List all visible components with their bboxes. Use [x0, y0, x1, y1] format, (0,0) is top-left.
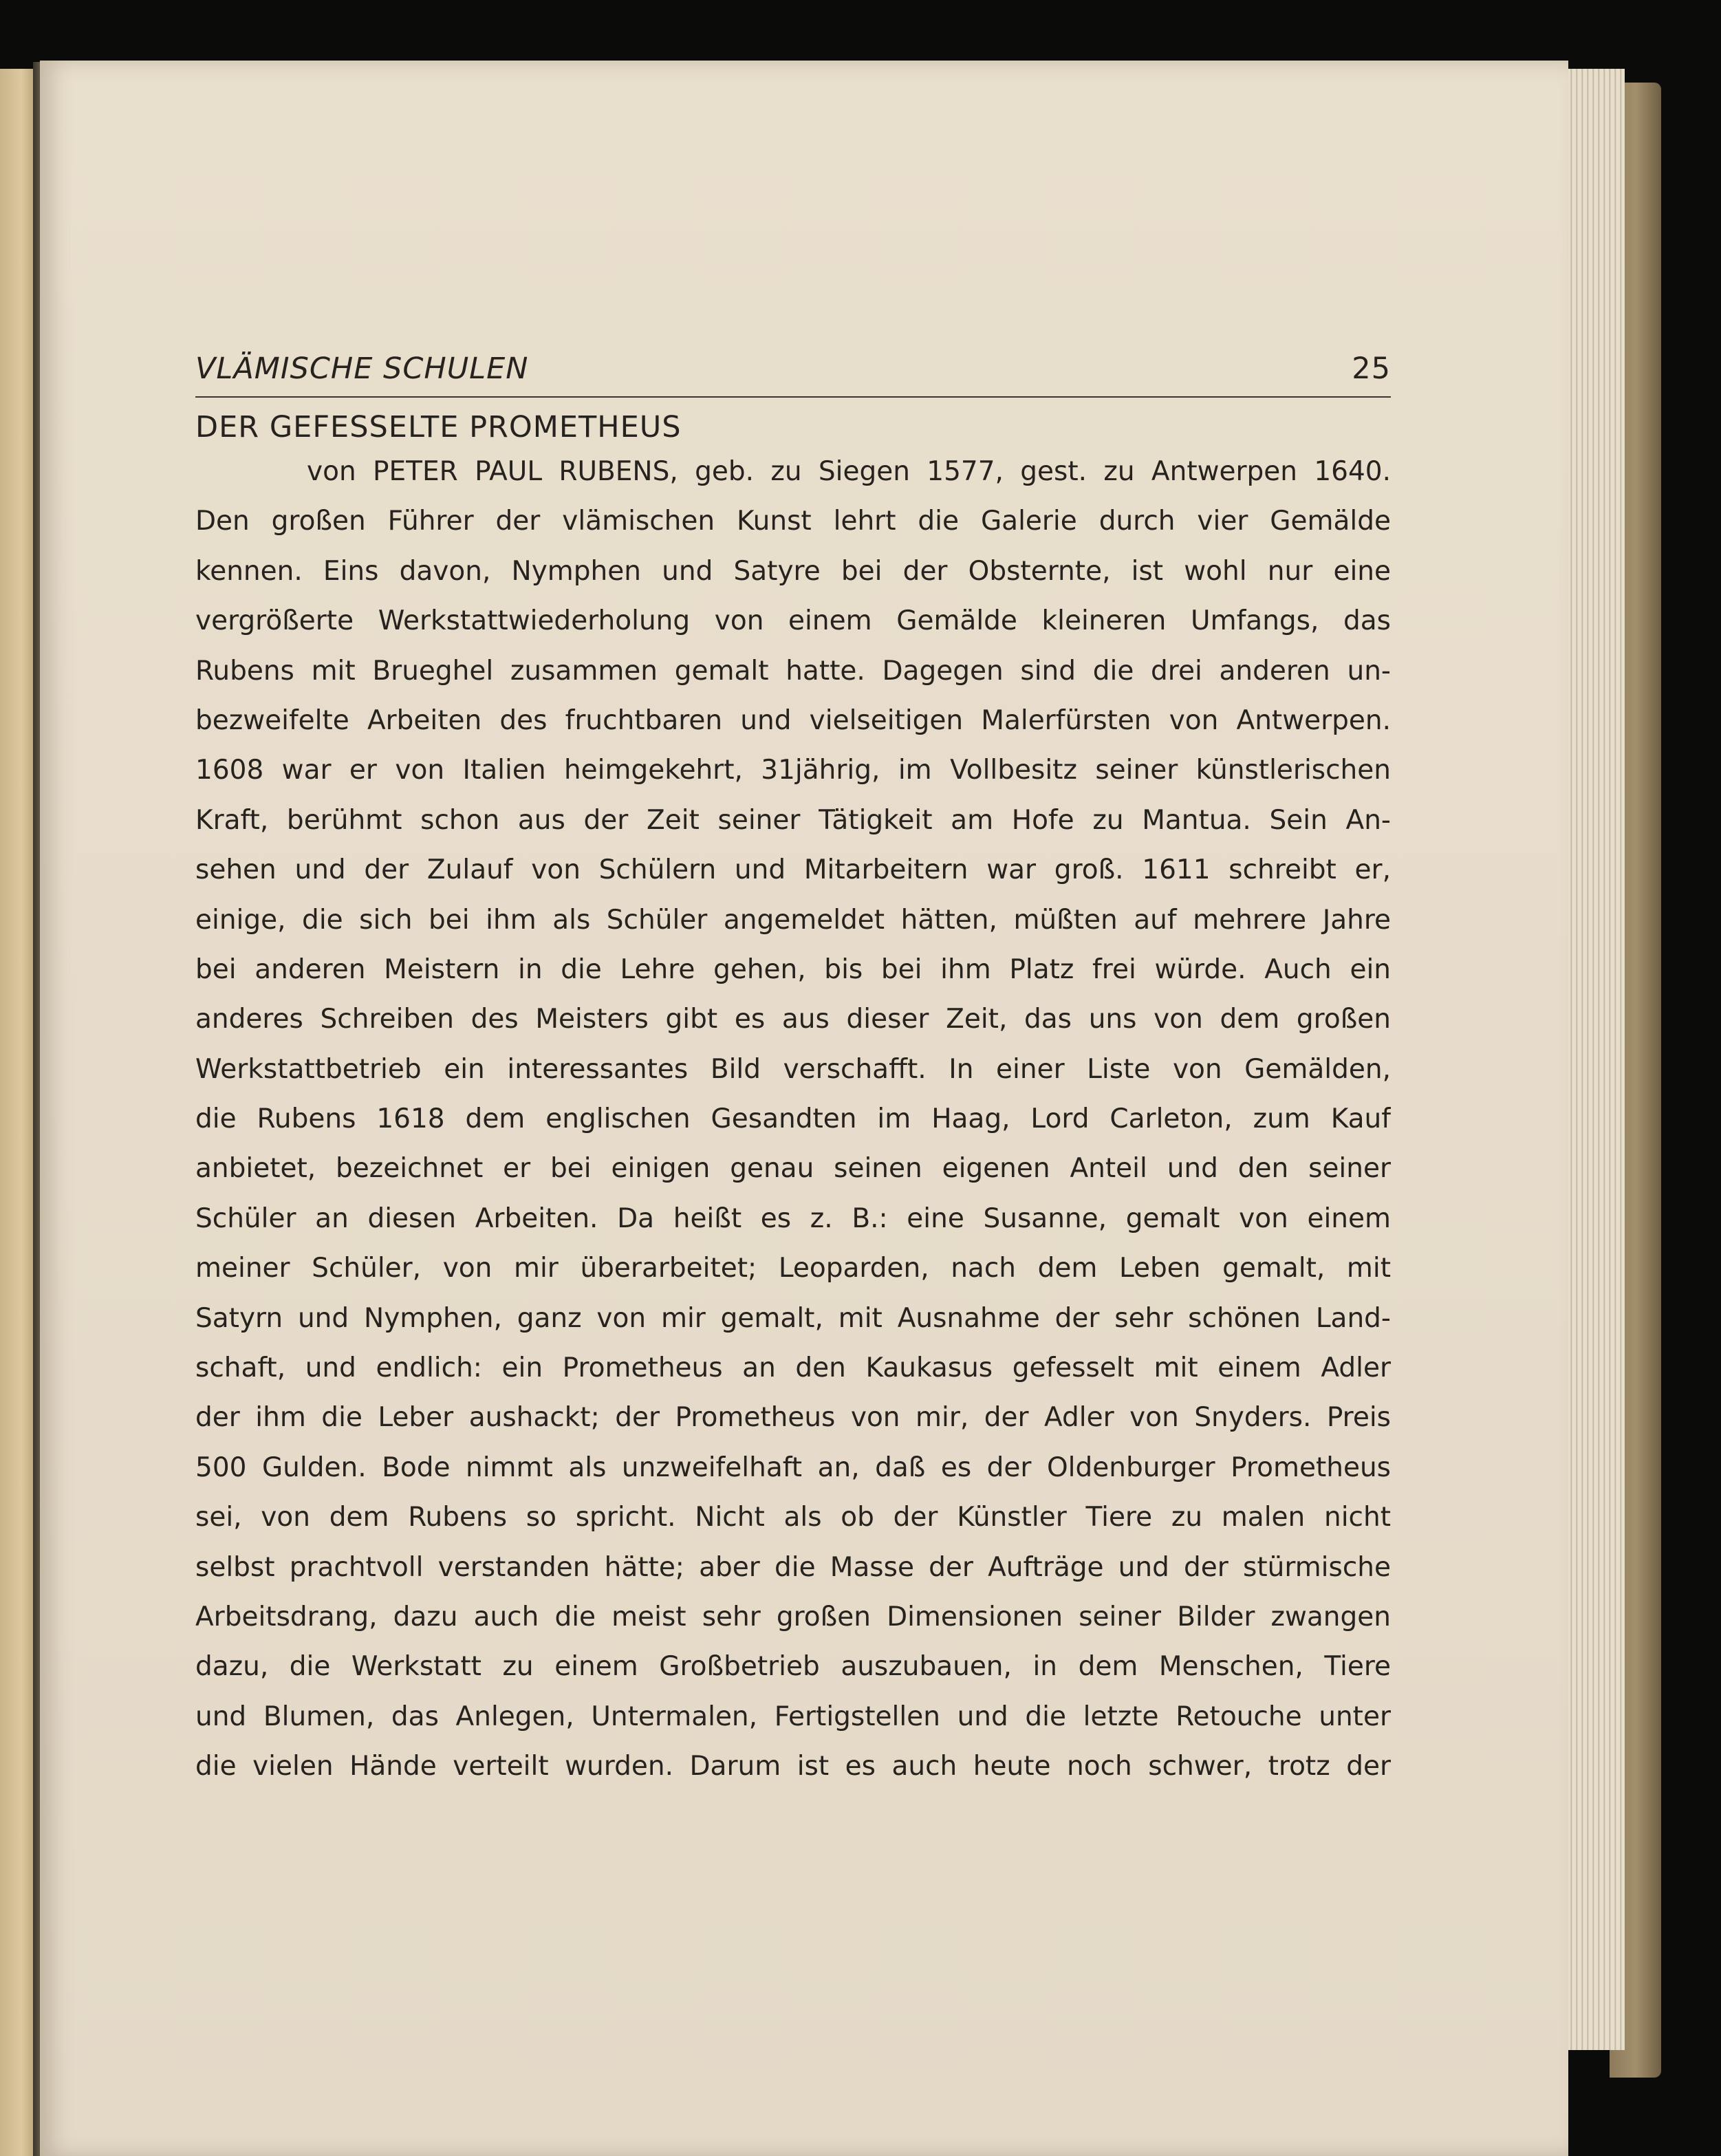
text-line: Kraft, berühmt schon aus der Zeit seiner Tätigkeit am Hofe zu Mantua. Sein An-: [195, 804, 1391, 836]
text-line: von PETER PAUL RUBENS, geb. zu Siegen 1577, gest. zu Antwerpen 1640.: [307, 456, 1391, 487]
article-title: DER GEFESSELTE PROMETHEUS: [195, 410, 682, 444]
book-page: [40, 61, 1568, 2156]
text-line: einige, die sich bei ihm als Schüler angemeldet hätten, müßten auf mehrere Jahre: [195, 904, 1391, 936]
text-line: Werkstattbetrieb ein interessantes Bild verschafft. In einer Liste von Gemälden,: [195, 1053, 1391, 1085]
text-line: und Blumen, das Anlegen, Untermalen, Fertigstellen und die letzte Retouche unter: [195, 1701, 1391, 1732]
text-line: sehen und der Zulauf von Schülern und Mitarbeitern war groß. 1611 schreibt er,: [195, 854, 1391, 886]
body-text: [195, 447, 1391, 1792]
text-line: die Rubens 1618 dem englischen Gesandten im Haag, Lord Carleton, zum Kauf: [195, 1103, 1391, 1135]
text-line: 500 Gulden. Bode nimmt als unzweifelhaft an, daß es der Oldenburger Prometheus: [195, 1452, 1391, 1483]
text-line: Arbeitsdrang, dazu auch die meist sehr großen Dimensionen seiner Bilder zwangen: [195, 1601, 1391, 1632]
page-number: 25: [1352, 352, 1391, 386]
text-line: dazu, die Werkstatt zu einem Großbetrieb auszubauen, in dem Menschen, Tiere: [195, 1651, 1391, 1683]
text-line: Den großen Führer der vlämischen Kunst lehrt die Galerie durch vier Gemälde: [195, 506, 1391, 537]
text-line: Rubens mit Brueghel zusammen gemalt hatte. Dagegen sind die drei anderen un-: [195, 655, 1391, 687]
text-line: anbietet, bezeichnet er bei einigen genau seinen eigenen Anteil und den seiner: [195, 1153, 1391, 1185]
text-line: bezweifelte Arbeiten des fruchtbaren und vielseitigen Malerfürsten von Antwerpen.: [195, 704, 1391, 736]
facing-page-edge: [0, 69, 36, 2156]
text-line: schaft, und endlich: ein Prometheus an den Kaukasus gefesselt mit einem Adler: [195, 1352, 1391, 1384]
text-line: anderes Schreiben des Meisters gibt es aus dieser Zeit, das uns von dem großen: [195, 1004, 1391, 1035]
text-line: kennen. Eins davon, Nymphen und Satyre bei der Obsternte, ist wohl nur eine: [195, 555, 1391, 587]
text-line: 1608 war er von Italien heimgekehrt, 31jährig, im Vollbesitz seiner künstlerischen: [195, 755, 1391, 786]
text-line: die vielen Hände verteilt wurden. Darum ist es auch heute noch schwer, trotz der: [195, 1751, 1391, 1782]
text-block: [195, 341, 1391, 1792]
running-head-title: VLÄMISCHE SCHULEN: [195, 352, 529, 386]
text-line: bei anderen Meistern in die Lehre gehen, bis bei ihm Platz frei würde. Auch ein: [195, 953, 1391, 985]
text-line: meiner Schüler, von mir überarbeitet; Leoparden, nach dem Leben gemalt, mit: [195, 1253, 1391, 1284]
text-line: vergrößerte Werkstattwiederholung von einem Gemälde kleineren Umfangs, das: [195, 605, 1391, 637]
text-line: Schüler an diesen Arbeiten. Da heißt es z. B.: eine Susanne, gemalt von einem: [195, 1203, 1391, 1234]
text-line: selbst prachtvoll verstanden hätte; aber die Masse der Aufträge und der stürmische: [195, 1551, 1391, 1583]
text-line: der ihm die Leber aushackt; der Prometheus von mir, der Adler von Snyders. Preis: [195, 1402, 1391, 1434]
text-line: sei, von dem Rubens so spricht. Nicht als ob der Künstler Tiere zu malen nicht: [195, 1502, 1391, 1533]
running-head: [195, 341, 1391, 398]
text-line: Satyrn und Nymphen, ganz von mir gemalt, mit Ausnahme der sehr schönen Land-: [195, 1302, 1391, 1334]
